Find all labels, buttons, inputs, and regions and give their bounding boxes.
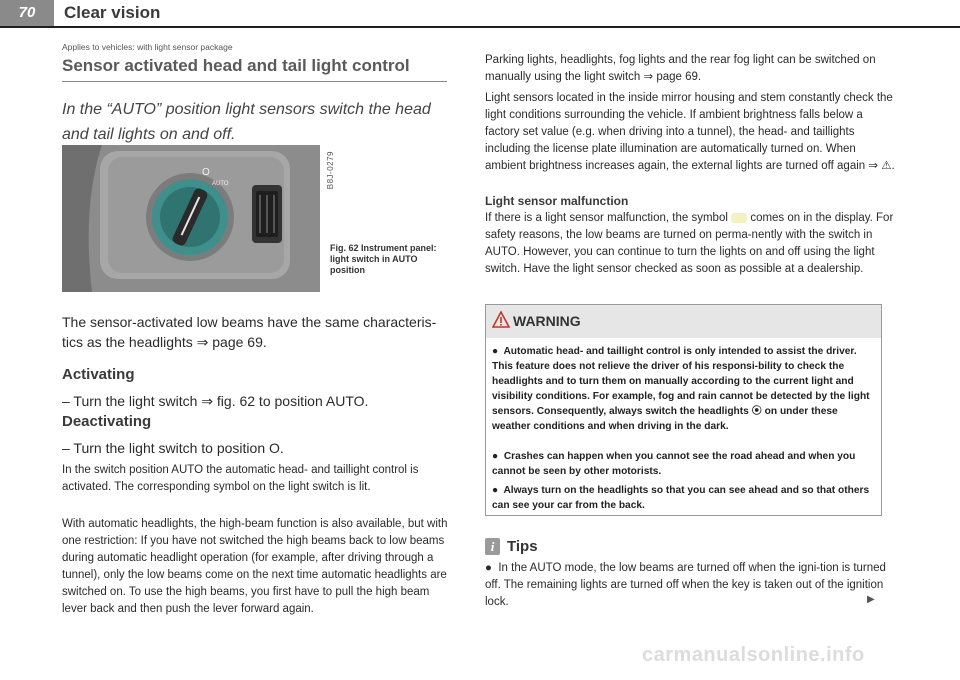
warning-triangle-icon: [492, 311, 510, 333]
intro-text: In the “AUTO” position light sensors switch the head and tail lights on and off.: [62, 101, 431, 143]
sensor-symbol-icon: [731, 213, 747, 223]
deactivating-step: – Turn the light switch to position O.: [62, 440, 284, 456]
light-sensor-paragraph: Light sensors located in the inside mirror housing and stem constantly check the light conditions surrounding the vehicle. If ambient brightness falls below a factory set value (e.g. when driving into a tunnel), the head- and taillights including the license plate illumination are automatically turned on. When ambient brightness increases again, the external lights are turned off again ⇒ ⚠.: [485, 92, 895, 172]
switch-label-auto: AUTO: [212, 181, 229, 187]
warning-bullet-2-text: Crashes can happen when you cannot see the road ahead and when you cannot be seen by other motorists.: [492, 451, 856, 477]
switch-label-zero: O: [202, 167, 210, 178]
warning-title: WARNING: [513, 313, 581, 329]
malfunction-heading: Light sensor malfunction: [485, 194, 629, 208]
deactivating-heading: Deactivating: [62, 413, 152, 430]
warning-bullet-3-text: Always turn on the headlights so that you can see ahead and so that others can see your car from the back.: [492, 485, 870, 511]
lead-paragraph: The sensor-activated low beams have the same characteris-tics as the headlights ⇒ page 69.: [62, 314, 437, 350]
light-switch-illustration: [62, 145, 320, 292]
page-number: 70: [0, 0, 54, 26]
chapter-title: Clear vision: [64, 3, 161, 22]
continue-arrow-icon: ▶: [867, 594, 875, 605]
section-title: Sensor activated head and tail light control: [62, 56, 410, 75]
warning-bullet-3: ● Always turn on the headlights so that you can see ahead and so that others can see your car from the back.: [492, 485, 870, 511]
activating-heading: Activating: [62, 366, 135, 383]
activating-step: – Turn the light switch ⇒ fig. 62 to position AUTO.: [62, 393, 369, 409]
warning-bullet-1: ● Automatic head- and taillight control is only intended to assist the driver. This feature does not relieve the driver of his responsi-bility to check the headlights and to turn them on manually according to the current light and visibility conditions. For example, fog and rain cannot be detected by the light sensors. Consequently, always switch the headlights ⦿ on under these weather conditions and when driving in the dark.: [492, 346, 870, 432]
watermark: carmanualsonline.info: [642, 644, 865, 666]
manual-lights-paragraph: Parking lights, headlights, fog lights and the rear fog light can be switched on manually using the light switch ⇒ page 69.: [485, 54, 876, 83]
warning-bullet-1-text: Automatic head- and taillight control is only intended to assist the driver. This feature does not relieve the driver of his responsi-bility to check the headlights and to turn them on manually according to the current light and visibility conditions. For example, fog and rain cannot be detected by the light sensors. Consequently, always switch the headlights ⦿ on under these weather conditions and when driving in the dark.: [492, 346, 870, 432]
malfunction-text-before: If there is a light sensor malfunction, the symbol: [485, 212, 728, 224]
applies-note: Applies to vehicles: with light sensor package: [62, 42, 233, 52]
title-rule: [62, 81, 447, 82]
malfunction-text-after: comes on in the display. For safety reasons, the low beams are turned on perma-nently with the switch in AUTO. However, you can continue to turn the lights on and off using the light switch. Have the light sensor checked as soon as possible at a dealership.: [485, 212, 894, 275]
header-rule: [0, 26, 960, 28]
figure-code: B8J-0279: [326, 151, 335, 190]
malfunction-paragraph: [485, 210, 895, 278]
warning-bullet-2: ● Crashes can happen when you cannot see the road ahead and when you cannot be seen by other motorists.: [492, 451, 856, 477]
high-beam-paragraph: With automatic headlights, the high-beam function is also available, but with one restriction: If you have not switched the high beams back to low beams during automatic headlight operation (for example, after driving through a tunnel), only the low beams come on the next time automatic headlights are switched on. To use the high beams, you first have to pull the high beam lever back and then push the lever forward again.: [62, 518, 448, 615]
light-switch-figure: [62, 145, 320, 292]
tips-bullet-text: In the AUTO mode, the low beams are turned off when the igni-tion is turned off. The remaining lights are turned off when the key is taken out of the ignition lock.: [485, 562, 886, 608]
tips-text: ● In the AUTO mode, the low beams are turned off when the igni-tion is turned off. The remaining lights are turned off when the key is taken out of the ignition lock.: [485, 562, 886, 608]
tips-title: Tips: [507, 538, 538, 555]
figure-caption: Fig. 62 Instrument panel: light switch in AUTO position: [330, 243, 437, 275]
info-icon: i: [485, 538, 500, 555]
auto-switch-paragraph: In the switch position AUTO the automatic head- and taillight control is activated. The corresponding symbol on the light switch is lit.: [62, 464, 419, 493]
